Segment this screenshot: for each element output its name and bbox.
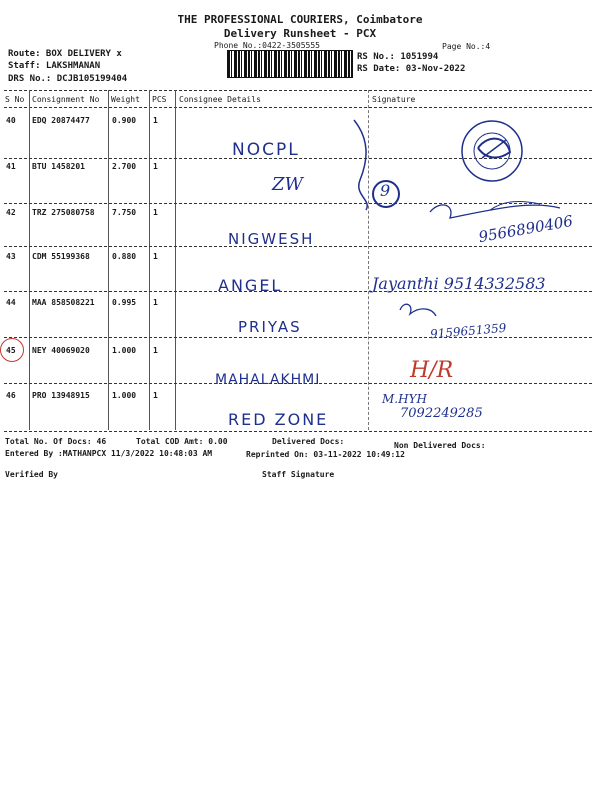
handwritten-name: MAHALAKHMI [215, 372, 321, 388]
delivered-docs: Delivered Docs: [272, 437, 345, 446]
row-pcs: 1 [153, 208, 158, 217]
row-consignment: CDM 55199368 [32, 252, 90, 261]
row-sno: 45 [6, 346, 16, 355]
row-pcs: 1 [153, 346, 158, 355]
page-number: Page No.:4 [442, 42, 491, 51]
drs-number: DRS No.: DCJB105199404 [8, 74, 128, 84]
entered-by: Entered By :MATHANPCX 11/3/2022 10:48:03 AM [5, 449, 213, 458]
row-sno: 40 [6, 116, 16, 125]
row-weight: 0.900 [112, 116, 137, 125]
handwritten-initials: ZW [272, 174, 304, 195]
runsheet-subtitle: Delivery Runsheet - PCX [223, 27, 377, 40]
total-cod: Total COD Amt: 0.00 [136, 437, 228, 446]
row-pcs: 1 [153, 116, 158, 125]
total-docs: Total No. Of Docs: 46 [5, 437, 107, 446]
row-consignment: TRZ 275080758 [32, 208, 95, 217]
row-weight: 0.995 [112, 298, 137, 307]
route-label: Route: BOX DELIVERY x [8, 49, 122, 59]
staff-signature: Staff Signature [262, 470, 335, 479]
handwritten-name: NIGWESH [228, 230, 315, 248]
col-consignee: Consignee Details [179, 95, 261, 104]
row-sno: 42 [6, 208, 16, 217]
row-weight: 1.000 [112, 391, 137, 400]
row-weight: 0.880 [112, 252, 137, 261]
handwritten-initials-red: H/R [410, 358, 454, 383]
col-consignment: Consignment No [32, 95, 100, 104]
col-signature: Signature [372, 95, 416, 104]
col-separator [149, 90, 150, 430]
row-pcs: 1 [153, 162, 158, 171]
company-title: THE PROFESSIONAL COURIERS, Coimbatore [177, 13, 423, 26]
handwritten-signature: Jayanthi 9514332583 [372, 274, 546, 293]
row-sno: 41 [6, 162, 16, 171]
handwritten-signature: M.HYH [382, 392, 427, 406]
row-weight: 1.000 [112, 346, 137, 355]
barcode [228, 51, 352, 77]
row-sno: 43 [6, 252, 16, 261]
row-sno: 44 [6, 298, 16, 307]
handwritten-phone: 9566890406 [477, 211, 575, 247]
phone-number: Phone No.:0422-3505555 [214, 41, 320, 50]
staff-label: Staff: LAKSHMANAN [8, 61, 101, 71]
row-weight: 2.700 [112, 162, 137, 171]
rs-date: RS Date: 03-Nov-2022 [357, 64, 466, 74]
handwritten-name: PRIYAS [238, 318, 302, 336]
delivery-stamp [458, 118, 526, 184]
row-sno: 46 [6, 391, 16, 400]
row-consignment: BTU 1458201 [32, 162, 85, 171]
handwritten-digit: 9 [380, 181, 391, 200]
reprinted-on: Reprinted On: 03-11-2022 10:49:12 [246, 450, 405, 459]
col-pcs: PCS [152, 95, 167, 104]
rs-number: RS No.: 1051994 [357, 52, 439, 62]
handwritten-name: ANGEL [218, 276, 283, 295]
handwritten-name: RED ZONE [228, 410, 329, 429]
row-consignment: MAA 858508221 [32, 298, 95, 307]
verified-by: Verified By [5, 470, 58, 479]
row-pcs: 1 [153, 298, 158, 307]
non-delivered-docs: Non Delivered Docs: [394, 441, 486, 450]
col-sno: S No [5, 95, 25, 104]
col-separator [108, 90, 109, 430]
row-consignment: PRO 13948915 [32, 391, 90, 400]
row-pcs: 1 [153, 391, 158, 400]
handwritten-phone: 9159651359 [429, 320, 507, 342]
col-separator [175, 90, 176, 430]
row-weight: 7.750 [112, 208, 137, 217]
col-weight: Weight [111, 95, 140, 104]
red-circle-mark [0, 338, 24, 362]
col-separator [29, 90, 30, 430]
header-top-rule [4, 90, 592, 91]
row-pcs: 1 [153, 252, 158, 261]
row-consignment: EDQ 20874477 [32, 116, 90, 125]
handwritten-phone: 7092249285 [400, 406, 483, 421]
handwritten-name: NOCPL [232, 140, 300, 160]
row-consignment: NEY 40069020 [32, 346, 90, 355]
